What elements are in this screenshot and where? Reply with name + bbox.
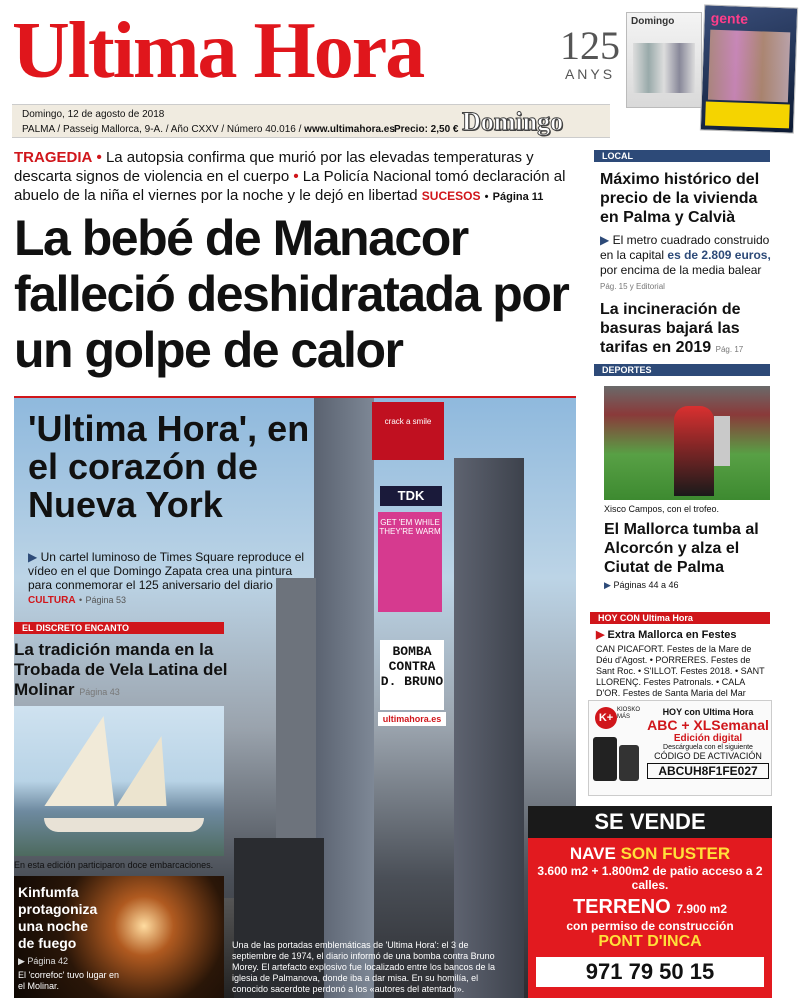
hoy-con-bar: HOY CON Ultima Hora (590, 612, 770, 624)
feature-headline[interactable]: 'Ultima Hora', en el corazón de Nueva York (28, 408, 310, 525)
lead-headline[interactable]: La bebé de Manacor falleció deshidratada por un golpe de calor (14, 210, 569, 378)
se-vende-ad[interactable] (528, 806, 772, 998)
domingo-magazine-thumbnail[interactable] (626, 12, 702, 108)
lead-tag: TRAGEDIA (14, 149, 93, 166)
local-headline-1[interactable]: Máximo histórico del precio de la vivienda en Palma y Calvià (600, 171, 760, 226)
lead-subhead: TRAGEDIA • La autopsia confirma que murió por las elevadas temperaturas y descarta signos de violencia en el cuerpo • La Policía Nacional tomó declaración al abuelo de la niña el viernes por la noche y le dejó en libertad SUCESOS • Página 11 (14, 149, 566, 204)
ad-terreno-detail: con permiso de construcción (566, 919, 734, 933)
lead-page: Página 11 (492, 191, 544, 203)
kiosko-promo[interactable] (588, 700, 772, 796)
anniversary-word: ANYS (564, 66, 616, 82)
section-deportes: DEPORTES (594, 364, 770, 376)
kiosko-line5: CÓDIGO DE ACTIVACIÓN (654, 751, 762, 761)
lead-section: SUCESOS (421, 189, 481, 203)
newspaper-logo: Ultima Hora (12, 7, 424, 95)
billboard-ultimahora: ultimahora.es (378, 712, 446, 726)
ad-header: SE VENDE (528, 806, 772, 838)
fuego-page: ▶ Página 42 (18, 956, 68, 966)
section-local: LOCAL (594, 150, 770, 162)
magazine-title: gente (710, 9, 749, 27)
phone-icon (593, 737, 617, 781)
anniversary-badge (556, 23, 624, 82)
kiosko-line2: ABC + XLSemanal (647, 717, 769, 733)
date-bar (12, 104, 610, 138)
edition-name: Domingo (462, 107, 564, 136)
activation-code[interactable]: ABCUH8F1FE027 (647, 763, 769, 779)
edition-date: Domingo, 12 de agosto de 2018 (22, 109, 165, 120)
website-link[interactable]: www.ultimahora.es (304, 124, 395, 135)
edition-address: PALMA / Passeig Mallorca, 9-A. / Año CXXV / Número 40.016 / www.ultimahora.es (22, 124, 395, 135)
section-discreto: EL DISCRETO ENCANTO (14, 622, 224, 634)
local-stories (600, 170, 778, 359)
ad-terreno: TERRENO 7.900 m2 (572, 896, 728, 918)
extra-festes (596, 630, 770, 699)
extra-title: ▶ Extra Mallorca en Festes (596, 629, 737, 641)
fuego-headline[interactable]: Kinfumfa protagoniza una noche de fuego (18, 884, 98, 951)
extra-items: CAN PICAFORT. Festes de la Mare de Déu d'Agost. • PORRERES. Festes de Sant Roc. • S'ILLOT. Festes 2018. • SANT LLORENÇ. Festes Patronals. • CALA D'OR. Festes de Santa Maria del Mar (596, 644, 765, 698)
local-headline-2[interactable]: La incineración de basuras bajará las tarifas en 2019 Pág. 17 (600, 301, 744, 356)
ad-nave: NAVE SON FUSTER (569, 844, 731, 863)
local-text-1: ▶ El metro cuadrado construido en la capital es de 2.809 euros, por encima de la media balear Pág. 15 y Editorial (600, 233, 771, 291)
vela-photo (14, 706, 224, 856)
magazine-title: Domingo (631, 16, 675, 27)
ad-phone[interactable]: 971 79 50 15 (536, 957, 764, 987)
vela-headline[interactable]: La tradición manda en la Trobada de Vela Latina del Molinar Página 43 (14, 640, 228, 699)
billboard-crack: crack a smile (372, 402, 444, 460)
kiosko-line1: HOY con Ultima Hora (662, 707, 754, 717)
kiosko-icon: K+ (595, 707, 617, 729)
sports-caption: Xisco Campos, con el trofeo. (604, 504, 720, 514)
ad-nave-detail: 3.600 m2 + 1.800m2 de patio acceso a 2 calles. (537, 864, 763, 892)
feature-text: ▶ Un cartel luminoso de Times Square reproduce el vídeo en el que Domingo Zapata crea una pintura para conmemorar el 125 aniversario del diario CULTURA • Página 53 (28, 550, 305, 606)
ad-terreno-place: PONT D'INCA (598, 933, 702, 950)
lead-text: La autopsia confirma que murió por las elevadas temperaturas y descarta signos de violencia en el cuerpo (14, 149, 534, 185)
anniversary-number: 125 (560, 23, 620, 68)
kiosko-brand: KIOSKO MÁS (617, 707, 641, 720)
sports-headline[interactable]: El Mallorca tumba al Alcorcón y alza el Ciutat de Palma (604, 521, 759, 576)
billboard-bomba: BOMBA CONTRA D. BRUNO (380, 640, 444, 710)
kiosko-line3: Edición digital (673, 733, 743, 744)
price: Precio: 2,50 € (394, 124, 459, 135)
lead-text-2: La Policía Nacional tomó declaración al abuelo de la niña el viernes por la noche y le dejó en libertad (14, 168, 566, 204)
sports-page: ▶ Páginas 44 a 46 (604, 580, 679, 590)
sports-photo (604, 386, 770, 500)
kiosko-line4: Descárguela con el siguiente (663, 744, 753, 751)
fuego-text: El 'correfoc' tuvo lugar en el Molinar. (18, 970, 119, 991)
phone-icon (619, 745, 639, 781)
billboard-pink: GET 'EM WHILE THEY'RE WARM (378, 512, 442, 612)
gente-magazine-thumbnail[interactable] (700, 4, 798, 133)
vela-caption: En esta edición participaron doce embarcaciones. (14, 860, 214, 870)
feature-caption: Una de las portadas emblemáticas de 'Ultima Hora': el 3 de septiembre de 1974, el diario informó de una bomba contra Bruno Morey. El artefacto explosivo fue localizado entre los bancos de la iglesia de Palmanova, donde iba a dar misa. En su homilía, el conocido sacerdote perdonó a los «autores del atentado». (232, 940, 495, 994)
billboard-tdk: TDK (380, 486, 442, 506)
